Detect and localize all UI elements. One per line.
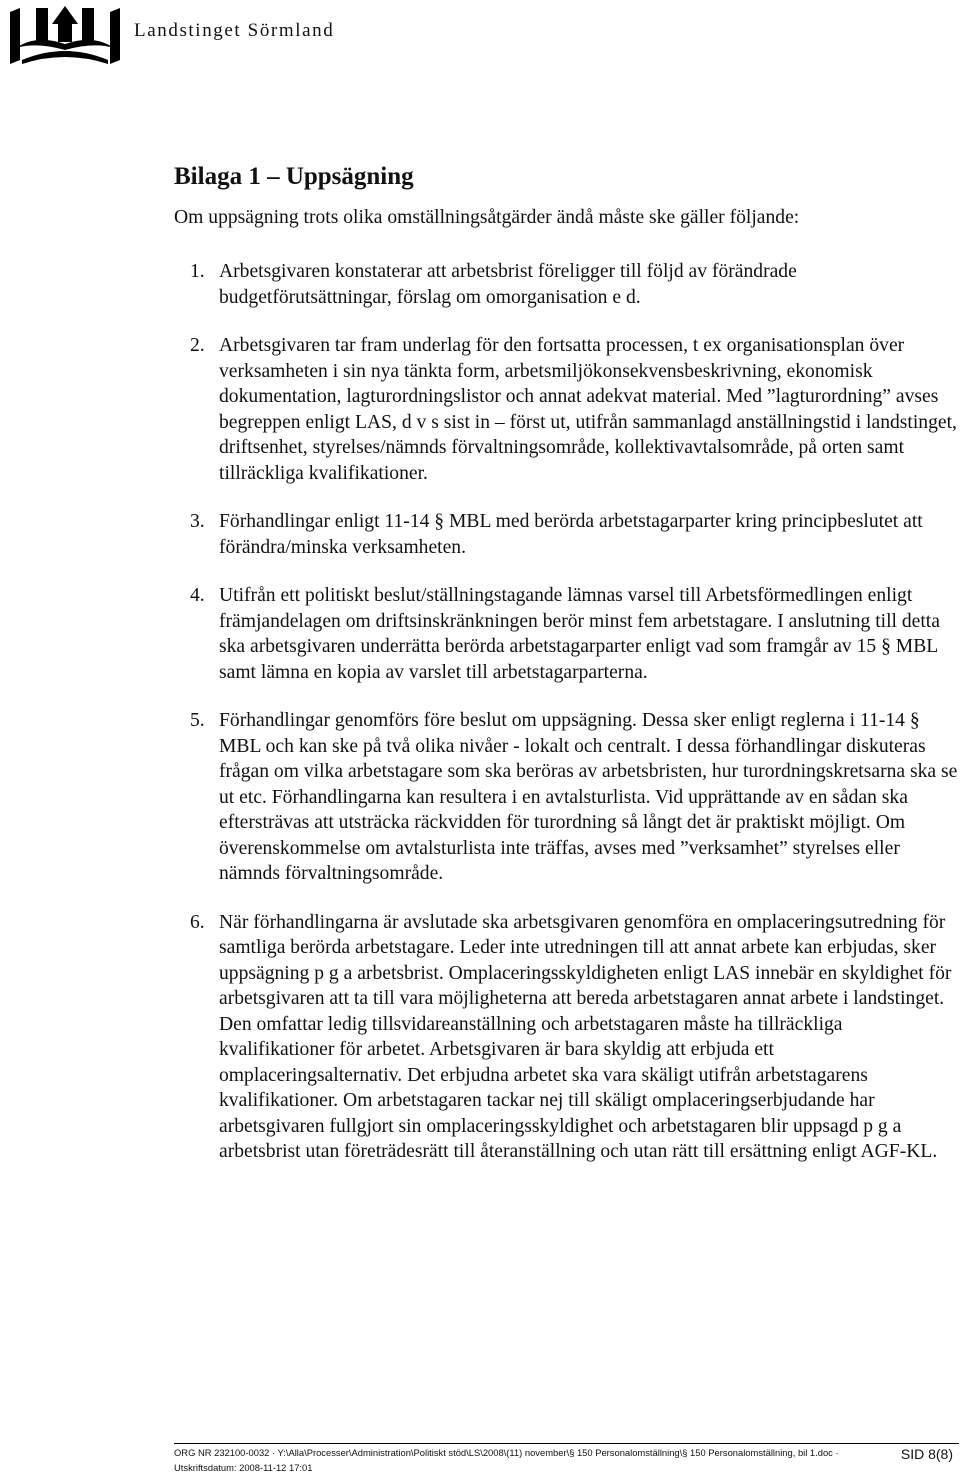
list-item-text: Utifrån ett politiskt beslut/ställningstagande lämnas varsel till Arbetsförmedlingen enligt främjandelagen om driftsinskränkningen berör minst fem arbetstagare. I anslutning till detta ska arbetsgivaren underrätta berörda arbetstagarparter enligt vad som framgår av 15 § MBL samt lämna en kopia av varslet till arbetstagarparterna. — [219, 585, 940, 683]
list-item-number: 4. — [190, 583, 205, 609]
list-item — [174, 583, 959, 685]
list-item-number: 1. — [190, 259, 205, 285]
page-number: SID 8(8) — [901, 1449, 953, 1461]
list-item-text: När förhandlingarna är avslutade ska arbetsgivaren genomföra en omplaceringsutredning för samtliga berörda arbetstagare. Leder inte utredningen till att annat arbete kan erbjudas, sker uppsägning p g a arbetsbrist. Omplaceringsskyldigheten enligt LAS innebär en skyldighet för arbetsgivaren att ta till vara möjligheterna att bereda arbetstagaren annat arbete i landstinget. Den omfattar ledig tillsvidareanställning och arbetstagaren måste ha tillräckliga kvalifikationer för arbetet. Arbetsgivaren är bara skyldig att erbjuda ett omplaceringsalternativ. Det erbjudna arbetet ska vara skäligt utifrån arbetstagarens kvalifikationer. Om arbetstagaren tackar nej till skäligt omplaceringserbjudande har arbetsgivaren fullgjort sin omplaceringsskyldighet och arbetstagaren blir uppsagd p g a arbetsbrist utan företrädesrätt till återanställning och utan rätt till ersättning enligt AGF-KL. — [219, 912, 951, 1163]
list-item — [174, 509, 959, 560]
footer-print-date: Utskriftsdatum: 2008-11-12 17:01 — [174, 1459, 959, 1473]
list-item — [174, 259, 959, 310]
list-item-number: 2. — [190, 333, 205, 359]
landstinget-sormland-logo-icon — [6, 4, 124, 68]
list-item-text: Arbetsgivaren konstaterar att arbetsbrist föreligger till följd av förändrade budgetförutsättningar, förslag om omorganisation e d. — [219, 261, 797, 308]
list-item-number: 6. — [190, 910, 205, 936]
page-header — [6, 4, 426, 68]
list-item — [174, 708, 959, 887]
document-title: Bilaga 1 – Uppsägning — [174, 160, 959, 194]
document-intro: Om uppsägning trots olika omställningsåtgärder ändå måste ske gäller följande: — [174, 205, 959, 231]
list-item-number: 3. — [190, 509, 205, 535]
list-item — [174, 333, 959, 486]
organization-name: Landstinget Sörmland — [134, 20, 334, 42]
list-item — [174, 910, 959, 1165]
list-item-number: 5. — [190, 708, 205, 734]
document-body — [174, 160, 959, 1188]
list-item-text: Förhandlingar enligt 11-14 § MBL med berörda arbetstagarparter kring principbeslutet att förändra/minska verksamheten. — [219, 511, 923, 558]
list-item-text: Förhandlingar genomförs före beslut om uppsägning. Dessa sker enligt reglerna i 11-14 § MBL och kan ske på två olika nivåer - lokalt och centralt. I dessa förhandlingar diskuteras frågan om vilka arbetstagare som ska beröras av arbetsbristen, hur turordningskretsarna ska se ut etc. Förhandlingarna kan resultera i en avtalsturlista. Vid upprättande av en sådan ska eftersträvas att utsträcka räckvidden för turordning så långt det är praktiskt möjligt. Om överenskommelse om avtalsturlista inte träffas, avses med ”verksamhet” styrelses eller nämnds förvaltningsområde. — [219, 710, 957, 884]
page-footer — [174, 1443, 959, 1473]
numbered-list — [174, 259, 959, 1165]
list-item-text: Arbetsgivaren tar fram underlag för den fortsatta processen, t ex organisationsplan över verksamheten i sin nya tänkta form, arbetsmiljökonsekvensbeskrivning, ekonomisk dokumentation, lagturordningslistor och annat adekvat material. Med ”lagturordning” avses begreppen enligt LAS, d v s sist in – först ut, utifrån sammanlagd anställningstid i landstinget, driftsenhet, styrelses/nämnds förvaltningsområde, kollektivavtalsområde, på orten samt tillräckliga kvalifikationer. — [219, 335, 957, 484]
footer-file-path: ORG NR 232100-0032 · Y:\Alla\Processer\Administration\Politiskt stöd\LS\2008\(11) november\§ 150 Personalomställning\§ 150 Personalomställning, bil 1.doc · — [174, 1444, 959, 1459]
